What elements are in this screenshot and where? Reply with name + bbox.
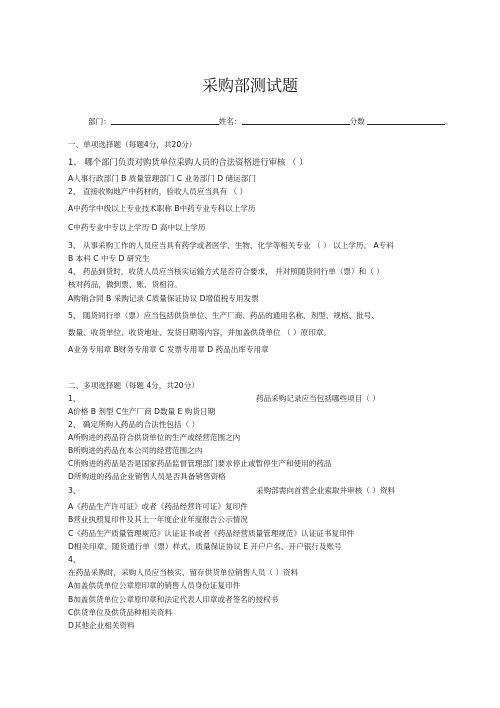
- s1-q3-line1: 3、 从事采购工作的人员应当具有药学或者医学、生物、化学等相关专业 （ ） 以上学历。 A专科: [68, 241, 394, 250]
- s2-q4-option-d: D其他企业相关资料: [68, 621, 135, 630]
- s2-q3-text: 采购部需向首营企业索取并审核（ ）资料: [256, 486, 396, 495]
- s2-q4-option-c: C供货单位及供货品种相关资料: [68, 608, 173, 617]
- s1-q5-line1: 5、 随货同行单（票）应当包括供货单位、生产厂商、药品的通用名称、剂型、规格、批号、: [68, 311, 379, 320]
- name-label: 姓名：: [218, 117, 242, 126]
- s1-q4-line2: 核对药品，做到票、账、货相符。: [68, 280, 182, 289]
- score-blank[interactable]: [367, 116, 445, 125]
- s1-q4-line1: 4、 药品到货时，收货人员应当核实运输方式是否符合要求， 并对照随货同行单（票）和（ ）: [68, 267, 384, 276]
- s1-q1-options: A人事行政部门 B 质量管理部门 C 业务部门 D 储运部门: [68, 174, 256, 183]
- s2-q2-option-a: A所购进的药品符合供货单位的生产或经营范围之内: [68, 433, 241, 442]
- s2-q2: 2、 确定所购入药品的合法性包括（ ）: [68, 420, 200, 429]
- s2-q2-option-b: B所购进的药品在本公司的经营范围之内: [68, 446, 203, 455]
- s2-q4-text: 在药品采购时，采购人员应当核实、留存供货单位销售人员（ ）资料: [68, 568, 299, 577]
- s2-q3-option-de: D相关印章、随货通行单（票）样式、质量保证协议 E 开户户名、开户银行及账号: [68, 542, 342, 551]
- s1-q3-line2: B 本科 C 中专 D 研究生: [68, 254, 150, 263]
- s2-q3-option-c: C《药品生产质量管理规范》认证证书或者《药品经营质量管理规范》认证证书复印件: [68, 529, 355, 538]
- s2-q2-option-c: C所购进的药品是否是国家药品监督管理部门要求停止或暂停生产和使用的药品: [68, 459, 332, 468]
- s2-q4-number: 4、: [68, 555, 81, 564]
- s2-q3-option-a: A《药品生产许可证》或者《药品经营许可证》复印件: [68, 502, 248, 511]
- s2-q3-number: 3、: [68, 486, 81, 495]
- dept-blank[interactable]: [111, 116, 219, 125]
- s1-q2: 2、 直接收购地产中药材的，验收人员应当具有 （ ）: [68, 187, 248, 196]
- page-title: 采购部测试题: [201, 76, 298, 95]
- s1-q2-options-cd: C中药专业中专以上学历 D 高中以上学历: [68, 223, 206, 232]
- info-line: [88, 116, 453, 127]
- s2-q4-option-b: B加盖供货单位公章原印章和法定代表人印章或者签名的授权书: [68, 595, 279, 604]
- s1-q5-line2: 数量、收货单位、收货地址、发货日期等内容，并加盖供货单位 （ ）原印章。: [68, 328, 332, 337]
- s1-q2-options-ab: A中药学中级以上专业技术职称 B中药专业专科以上学历: [68, 204, 256, 213]
- s1-q5-options: A业务专用章 B财务专用章 C 发票专用章 D 药品出库专用章: [68, 345, 269, 354]
- score-label: 分数: [349, 117, 365, 126]
- s2-q4-option-a: A加盖供货单位公章原印章的销售人员身份证复印件: [68, 581, 241, 590]
- dept-label: 部门：: [88, 117, 111, 126]
- s1-q4-options: A购销合同 B 采购记录 C质量保证协议 D增值税专用发票: [68, 294, 259, 303]
- s2-q1-number: 1、: [68, 394, 81, 403]
- s1-q1: 1、 哪个部门负责对购货单位采购人员的合法资格进行审核 （ ）: [68, 157, 308, 167]
- s2-q3-option-b: B营业执照复印件及其上一年度企业年度报告公示情况: [68, 515, 248, 524]
- s2-q2-option-d: D所购进的药品企业销售人员是否具备销售资格: [68, 472, 226, 481]
- section2-heading: 二、多项选择题（每题 4分，共20分）: [68, 381, 199, 390]
- end-mark: 。: [445, 117, 453, 126]
- s2-q1-options: A价格 B 剂型 C生产厂商 D数量 E 购货日期: [68, 407, 216, 416]
- name-blank[interactable]: [242, 116, 350, 125]
- section1-heading: 一、单项选择题（每题4分，共20分）: [68, 140, 197, 149]
- s2-q1-text: 药品采购记录应当包括哪些项目（ ）: [256, 394, 380, 403]
